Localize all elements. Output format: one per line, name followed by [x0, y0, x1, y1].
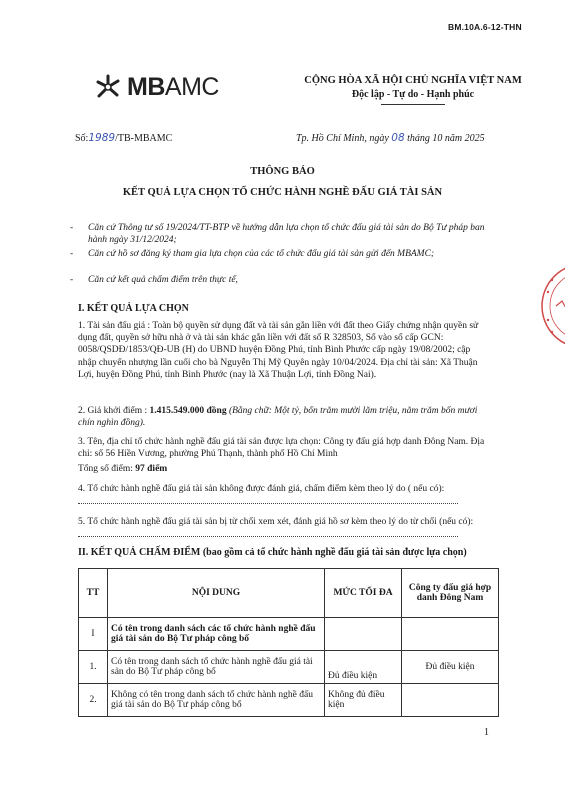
- national-header: [283, 74, 543, 105]
- national-title: CỘNG HÒA XÃ HỘI CHỦ NGHĨA VIỆT NAM: [304, 75, 522, 86]
- page-number: 1: [484, 727, 489, 738]
- section-2-heading: II. KẾT QUẢ CHẤM ĐIỂM (bao gồm cả tổ chức hành nghề đấu giá tài sản được lựa chọn): [78, 547, 467, 558]
- form-code: BM.10A.6-12-THN: [448, 22, 522, 32]
- selected-organization: 3. Tên, địa chỉ tổ chức hành nghề đấu giá tài sản được lựa chọn: Công ty đấu giá hợp danh Đông Nam. Địa chỉ: số 56 Hiền Vương, phường Phú Thạnh, thành phố Hồ Chí Minh: [78, 437, 485, 460]
- header-max: MỨC TỐI ĐA: [325, 569, 402, 618]
- rejected-organizations: 5. Tổ chức hành nghề đấu giá tài sản bị từ chối xem xét, đánh giá hồ sơ kèm theo lý do từ chối (nếu có):: [78, 516, 488, 541]
- starting-price: 2. Giá khởi điểm : 1.415.549.000 đồng (Bằng chữ: Một tỷ, bốn trăm mười lăm triệu, năm trăm bốn mươi chín nghìn đồng).: [78, 406, 478, 429]
- dotted-fill-line: [78, 495, 458, 504]
- logo-star-icon: [93, 72, 123, 102]
- document-title: THÔNG BÁO: [250, 166, 315, 177]
- motto-underline: [381, 104, 445, 105]
- national-motto: Độc lập - Tự do - Hạnh phúc: [351, 89, 475, 100]
- basis-item-2: - Căn cứ hồ sơ đăng ký tham gia lựa chọn của các tổ chức đấu giá tài sản gửi đến MBAMC;: [70, 249, 435, 259]
- total-score-value: 97 điểm: [135, 464, 168, 474]
- table-row: 1. Có tên trong danh sách tổ chức hành nghề đấu giá tài sản do Bộ Tư pháp công bố Đủ điều kiện Đủ điều kiện: [79, 651, 499, 684]
- basis-item-1: - Căn cứ Thông tư số 19/2024/TT-BTP về hướng dẫn lựa chọn tổ chức đấu giá tài sản do Bộ Tư pháp ban hành ngày 31/12/2024;: [70, 223, 485, 245]
- document-subtitle: KẾT QUẢ LỰA CHỌN TỔ CHỨC HÀNH NGHỀ ĐẤU GIÁ TÀI SẢN: [122, 187, 443, 198]
- table-header-row: [79, 569, 499, 618]
- table-row: 2. Không có tên trong danh sách tổ chức hành nghề đấu giá tài sản do Bộ Tư pháp công bố Không đủ điều kiện: [79, 684, 499, 717]
- header-company: Công ty đấu giá hợp danh Đông Nam: [402, 569, 499, 618]
- dotted-fill-line: [78, 528, 458, 537]
- handwritten-number: 1989: [88, 132, 116, 144]
- date-line: Tp. Hồ Chí Minh, ngày 08 tháng 10 năm 2025: [296, 132, 485, 144]
- logo-wordmark: MBAMC: [127, 72, 219, 101]
- document-number: Số:1989/TB-MBAMC: [75, 132, 173, 144]
- red-seal-stamp: [536, 256, 565, 356]
- asset-description: 1. Tài sản đấu giá : Toàn bộ quyền sử dụng đất và tài sản gắn liền với đất theo Giấy chứng nhận quyền sử dụng đất, quyền sở hữu nhà ở và tài sản khác gắn liền với đất số R 328503, Số vào sổ cấp GCN: 0058/QSDĐ/1853/QĐ-UB (H) do UBND huyện Đồng Phú, tỉnh Bình Phước cấp ngày 19/08/2002; cập nhập chuyển nhượng lần cuối cho bà Nguyễn Thị Mỹ Quyên ngày 10/04/2024. Địa chỉ tài sản: Xã Thuận Lợi, huyện Đồng Phú, tỉnh Bình Phước (nay là Xã Thuận Lợi, tỉnh Đồng Nai).: [78, 321, 479, 380]
- basis-item-3: - Căn cứ kết quả chấm điểm trên thực tế,: [70, 275, 238, 285]
- handwritten-day: 08: [391, 132, 405, 144]
- scoring-table: [78, 568, 499, 717]
- total-score: Tổng số điểm: 97 điểm: [78, 464, 168, 474]
- company-logo: [93, 70, 219, 104]
- section-1-heading: I. KẾT QUẢ LỰA CHỌN: [78, 303, 189, 314]
- unscored-organizations: 4. Tổ chức hành nghề đấu giá tài sản không được đánh giá, chấm điểm kèm theo lý do ( nếu có):: [78, 483, 488, 508]
- header-content: NỘI DUNG: [108, 569, 325, 618]
- header-tt: TT: [79, 569, 108, 618]
- table-row: I Có tên trong danh sách các tổ chức hành nghề đấu giá tài sản do Bộ Tư pháp công bố: [79, 618, 499, 651]
- starting-price-value: 1.415.549.000 đồng: [149, 406, 227, 416]
